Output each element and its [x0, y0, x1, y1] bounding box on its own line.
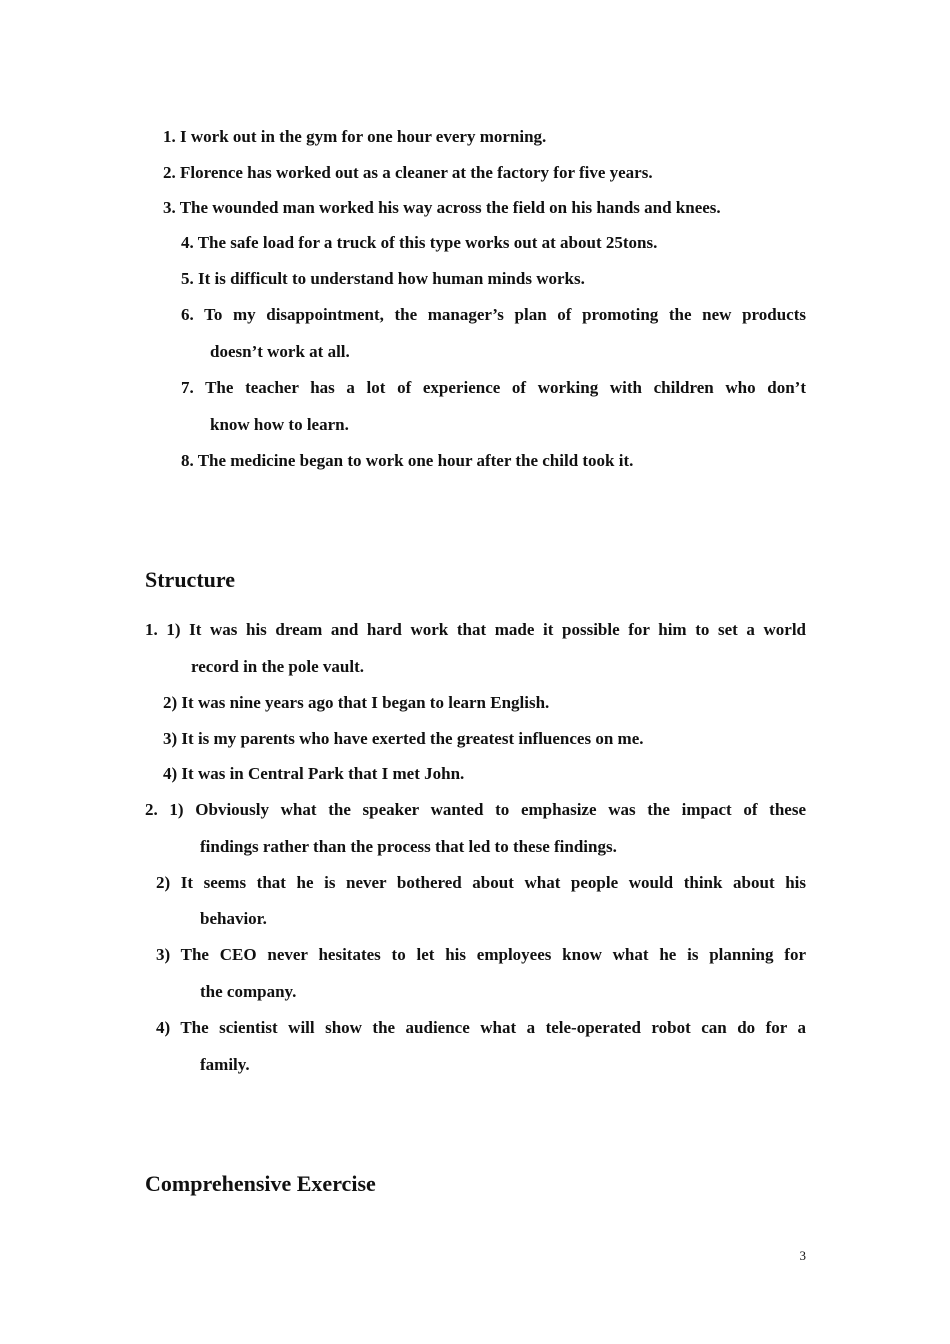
structure-heading: Structure — [145, 567, 236, 592]
structure-item-1-1-continuation: record in the pole vault. — [191, 657, 364, 676]
structure-item-2-2: 2) It seems that he is never bothered about what people would think about his — [156, 873, 806, 892]
structure-item-2-2-continuation: behavior. — [200, 909, 267, 928]
structure-item-1-1: 1. 1) It was his dream and hard work that made it possible for him to set a world — [145, 620, 806, 639]
phrase-item-3: 3. The wounded man worked his way across the field on his hands and knees. — [163, 198, 721, 217]
structure-item-2-3: 3) The CEO never hesitates to let his employees know what he is planning for — [156, 945, 806, 964]
phrase-item-7-continuation: know how to learn. — [210, 415, 349, 434]
structure-item-2-4: 4) The scientist will show the audience what a tele-operated robot can do for a — [156, 1018, 806, 1037]
phrase-item-8: 8. The medicine began to work one hour after the child took it. — [181, 451, 634, 470]
phrase-item-6-continuation: doesn’t work at all. — [210, 342, 350, 361]
structure-item-1-3: 3) It is my parents who have exerted the greatest influences on me. — [163, 729, 644, 748]
comprehensive-exercise-heading: Comprehensive Exercise — [145, 1171, 376, 1196]
phrase-item-2: 2. Florence has worked out as a cleaner at the factory for five years. — [163, 163, 653, 182]
structure-item-2-3-continuation: the company. — [200, 982, 297, 1001]
phrase-item-7: 7. The teacher has a lot of experience of working with children who don’t — [181, 378, 806, 397]
structure-item-1-4: 4) It was in Central Park that I met John. — [163, 764, 465, 783]
structure-item-2-1-continuation: findings rather than the process that led to these findings. — [200, 837, 617, 856]
structure-item-1-2: 2) It was nine years ago that I began to learn English. — [163, 693, 550, 712]
phrase-item-5: 5. It is difficult to understand how human minds works. — [181, 269, 585, 288]
structure-item-2-1: 2. 1) Obviously what the speaker wanted to emphasize was the impact of these — [145, 800, 806, 819]
page-number: 3 — [799, 1248, 806, 1263]
phrase-item-1: 1. I work out in the gym for one hour every morning. — [163, 127, 547, 146]
structure-item-2-4-continuation: family. — [200, 1055, 250, 1074]
phrase-item-4: 4. The safe load for a truck of this type works out at about 25tons. — [181, 233, 658, 252]
phrase-item-6: 6. To my disappointment, the manager’s plan of promoting the new products — [181, 305, 806, 324]
